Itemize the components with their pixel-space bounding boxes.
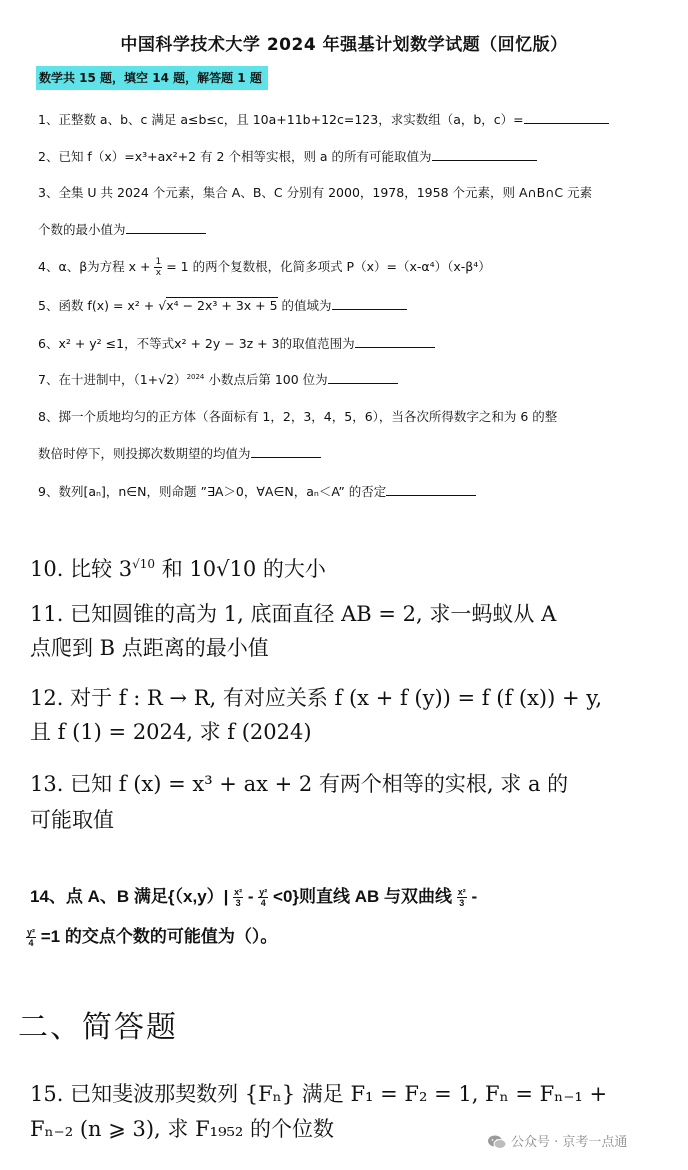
question-1: 1、正整数 a、b、c 满足 a≤b≤c，且 10a+11b+12c=123，求实数组（a，b，c）= (38, 110, 609, 128)
answer-blank (126, 221, 206, 234)
question-14-line2: $\frac{\text{y²}}{4}$ =1 的交点个数的可能值为（）。 (27, 927, 278, 949)
question-3-cont: 个数的最小值为 (38, 220, 206, 238)
radicand: x⁴ − 2x³ + 3x + 5 (166, 298, 278, 313)
fraction: $\frac{\text{x²}}{3}$ (234, 887, 243, 909)
answer-blank (432, 148, 537, 161)
page-title: 中国科学技术大学 2024 年强基计划数学试题（回忆版） (120, 35, 568, 55)
question-6: 6、x² + y² ≤1，不等式x² + 2y − 3z + 3的取值范围为 (38, 334, 435, 352)
fraction: $\frac{\text{x²}}{3}$ (457, 887, 466, 909)
question-15-line2: Fₙ₋₂ (n ⩾ 3), 求 F₁₉₅₂ 的个位数 (30, 1117, 334, 1141)
fraction: $\frac{1}{x}$ (155, 257, 162, 278)
question-11-line2: 点爬到 B 点距离的最小值 (30, 636, 269, 660)
question-9: 9、数列[aₙ]，n∈N，则命题 ”∃A＞0，∀A∈N，aₙ＜A” 的否定 (38, 482, 476, 500)
question-11-line1: 11. 已知圆锥的高为 1, 底面直径 AB = 2, 求一蚂蚁从 A (30, 602, 557, 626)
answer-blank (251, 445, 321, 458)
question-2: 2、已知 f（x）=x³+ax²+2 有 2 个相等实根，则 a 的所有可能取值为 (38, 147, 537, 165)
answer-blank (386, 483, 476, 496)
question-12-line1: 12. 对于 f : R → R, 有对应关系 f (x + f (y)) = f (f (x)) + y, (30, 686, 603, 710)
section-heading: 二、简答题 (18, 1010, 178, 1045)
question-8: 8、掷一个质地均匀的正方体（各面标有 1，2，3，4，5，6），当各次所得数字之和为 6 的整 (38, 409, 558, 424)
question-12-line2: 且 f (1) = 2024, 求 f (2024) (30, 720, 312, 744)
question-14-line1: 14、点 A、B 满足{（x,y）| $\frac{\text{x²}}{3}$ - $\frac{\text{y²}}{4}$ <0}则直线 AB 与双曲线 $\frac{\text{x²}}{3}$ - (30, 887, 478, 909)
question-3: 3、全集 U 共 2024 个元素，集合 A、B、C 分别有 2000，1978，1958 个元素，则 A∩B∩C 元素 (38, 185, 593, 200)
question-7: 7、在十进制中，$(1+√2)^{2024}$ 小数点后第 100 位为 (38, 370, 398, 388)
question-5: 5、函数 f(x) = x² + √x⁴ − 2x³ + 3x + 5 的值域为 (38, 296, 407, 314)
question-8-cont: 数倍时停下，则投掷次数期望的均值为 (38, 444, 321, 462)
question-13-line2: 可能取值 (30, 808, 114, 832)
question-15-line1: 15. 已知斐波那契数列 {Fₙ} 满足 F₁ = F₂ = 1, Fₙ = Fₙ₋₁ + (30, 1082, 608, 1106)
answer-blank (355, 335, 435, 348)
question-13-line1: 13. 已知 f (x) = x³ + ax + 2 有两个相等的实根, 求 a 的 (30, 772, 569, 796)
fraction: $\frac{\text{y²}}{4}$ (27, 927, 36, 949)
question-4: 4、α、β为方程 x + $\frac{1}{x}$ = 1 的两个复数根，化简多项式 P（x）=（x-α⁴）（x-β⁴） (38, 257, 491, 278)
answer-blank (524, 111, 609, 124)
answer-blank (328, 371, 398, 384)
answer-blank (332, 297, 407, 310)
summary-highlight: 数学共 15 题，填空 14 题，解答题 1 题 (36, 66, 268, 90)
watermark: 公众号 · 京考一点通 (487, 1131, 627, 1150)
question-10: 10. 比较 $3^{√10}$ 和 10√10 的大小 (30, 557, 326, 581)
fraction: $\frac{\text{y²}}{4}$ (259, 887, 268, 909)
wechat-icon (487, 1135, 507, 1150)
